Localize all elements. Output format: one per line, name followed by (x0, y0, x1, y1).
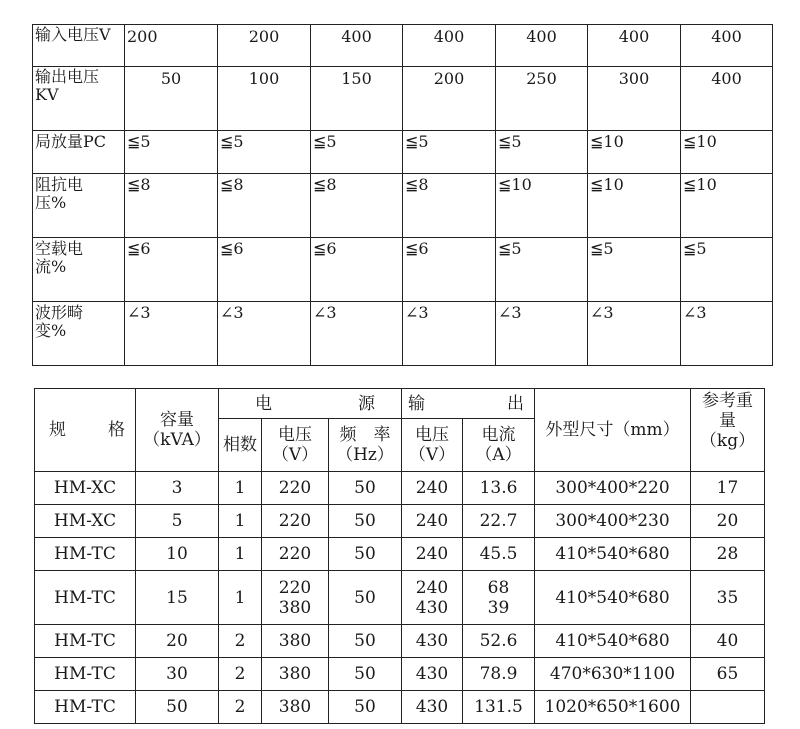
table-row (35, 625, 765, 658)
table-cell: ∠3 (496, 302, 588, 366)
phases-cell: 2 (219, 658, 262, 691)
frequency-cell: 50 (329, 658, 402, 691)
table-cell: 400 (681, 67, 773, 131)
header-power-source: 电 源 (219, 389, 402, 419)
table-cell: 400 (588, 25, 681, 67)
dimensions-cell: 300*400*220 (535, 472, 691, 505)
table-cell: ≦5 (403, 131, 496, 174)
table-cell: ∠3 (681, 302, 773, 366)
weight-cell: 35 (691, 571, 765, 625)
header-output: 输 出 (402, 389, 535, 419)
model-spec-table (34, 388, 765, 724)
output-current-cell: 22.7 (463, 505, 535, 538)
output-voltage-cell: 240 (402, 472, 463, 505)
row-label: 波形畸 变% (33, 302, 125, 366)
weight-cell (691, 691, 765, 724)
voltage-cell: 220 (262, 472, 329, 505)
table-cell: 150 (311, 67, 403, 131)
voltage-cell: 220 (262, 538, 329, 571)
table-row (35, 472, 765, 505)
voltage-cell: 380 (262, 691, 329, 724)
table-cell: 250 (496, 67, 588, 131)
table-cell: 400 (311, 25, 403, 67)
output-voltage-cell: 430 (402, 691, 463, 724)
header-output-voltage: 电压 （V） (402, 419, 463, 472)
output-voltage-cell: 430 (402, 625, 463, 658)
dimensions-cell: 410*540*680 (535, 625, 691, 658)
model-cell: HM-TC (35, 658, 136, 691)
voltage-cell: 220 380 (262, 571, 329, 625)
output-voltage-cell: 240 (402, 538, 463, 571)
table-cell: ≦6 (125, 238, 218, 302)
row-partial-discharge (33, 131, 773, 174)
phases-cell: 1 (219, 538, 262, 571)
dimensions-cell: 410*540*680 (535, 538, 691, 571)
dimensions-cell: 410*540*680 (535, 571, 691, 625)
row-no-load-current (33, 238, 773, 302)
table-row (35, 505, 765, 538)
table-cell: ≦6 (218, 238, 311, 302)
voltage-cell: 380 (262, 658, 329, 691)
table-cell: ∠3 (311, 302, 403, 366)
table-cell: ≦5 (496, 131, 588, 174)
header-capacity: 容量 （kVA） (136, 389, 219, 472)
row-input-voltage (33, 25, 773, 67)
table-cell: ≦10 (588, 174, 681, 238)
phases-cell: 1 (219, 571, 262, 625)
frequency-cell: 50 (329, 505, 402, 538)
table-cell: 400 (496, 25, 588, 67)
capacity-cell: 15 (136, 571, 219, 625)
table-cell: ≦5 (218, 131, 311, 174)
output-current-cell: 68 39 (463, 571, 535, 625)
phases-cell: 2 (219, 691, 262, 724)
weight-cell: 28 (691, 538, 765, 571)
output-current-cell: 45.5 (463, 538, 535, 571)
frequency-cell: 50 (329, 538, 402, 571)
table-cell: ≦8 (403, 174, 496, 238)
header-phases: 相数 (219, 419, 262, 472)
capacity-cell: 20 (136, 625, 219, 658)
table-cell: 200 (403, 67, 496, 131)
table-cell: ≦8 (311, 174, 403, 238)
capacity-cell: 30 (136, 658, 219, 691)
table-cell: ≦5 (496, 238, 588, 302)
table-cell: 50 (125, 67, 218, 131)
voltage-spec-table (32, 24, 773, 366)
table-cell: ∠3 (218, 302, 311, 366)
output-current-cell: 131.5 (463, 691, 535, 724)
dimensions-cell: 1020*650*1600 (535, 691, 691, 724)
table-cell: ∠3 (125, 302, 218, 366)
table-cell: ≦5 (681, 238, 773, 302)
output-voltage-cell: 240 (402, 505, 463, 538)
frequency-cell: 50 (329, 571, 402, 625)
table-row (35, 658, 765, 691)
table-row (35, 571, 765, 625)
table-cell: ≦10 (588, 131, 681, 174)
table-cell: ≦6 (403, 238, 496, 302)
phases-cell: 1 (219, 472, 262, 505)
table-cell: ≦5 (311, 131, 403, 174)
table-cell: ≦10 (681, 131, 773, 174)
weight-cell: 20 (691, 505, 765, 538)
voltage-cell: 220 (262, 505, 329, 538)
model-cell: HM-TC (35, 538, 136, 571)
row-impedance-voltage (33, 174, 773, 238)
row-label: 局放量PC (33, 131, 125, 174)
table-cell: ≦8 (125, 174, 218, 238)
header-output-current: 电流 （A） (463, 419, 535, 472)
table-cell: ≦10 (681, 174, 773, 238)
table-row (35, 691, 765, 724)
phases-cell: 1 (219, 505, 262, 538)
frequency-cell: 50 (329, 691, 402, 724)
table-cell: ≦5 (588, 238, 681, 302)
model-cell: HM-TC (35, 691, 136, 724)
table-cell: 200 (125, 25, 218, 67)
row-label: 输入电压V (33, 25, 125, 67)
table-cell: 300 (588, 67, 681, 131)
weight-cell: 17 (691, 472, 765, 505)
capacity-cell: 10 (136, 538, 219, 571)
row-label: 空载电 流% (33, 238, 125, 302)
weight-cell: 65 (691, 658, 765, 691)
output-current-cell: 78.9 (463, 658, 535, 691)
table-cell: 100 (218, 67, 311, 131)
table-cell: ∠3 (403, 302, 496, 366)
row-waveform-distortion (33, 302, 773, 366)
model-cell: HM-XC (35, 505, 136, 538)
row-label: 输出电压 KV (33, 67, 125, 131)
capacity-cell: 5 (136, 505, 219, 538)
model-cell: HM-TC (35, 625, 136, 658)
header-spec: 规 格 (35, 389, 136, 472)
voltage-cell: 380 (262, 625, 329, 658)
capacity-cell: 3 (136, 472, 219, 505)
table-cell: 400 (403, 25, 496, 67)
model-cell: HM-XC (35, 472, 136, 505)
header-frequency: 频 率 （Hz） (329, 419, 402, 472)
table-cell: 200 (218, 25, 311, 67)
table-cell: ≦6 (311, 238, 403, 302)
capacity-cell: 50 (136, 691, 219, 724)
header-power-voltage: 电压 （V） (262, 419, 329, 472)
phases-cell: 2 (219, 625, 262, 658)
header-weight: 参考重 量 （kg） (691, 389, 765, 472)
table-cell: 400 (681, 25, 773, 67)
output-voltage-cell: 430 (402, 658, 463, 691)
output-current-cell: 13.6 (463, 472, 535, 505)
table-cell: ≦8 (218, 174, 311, 238)
table-row (35, 538, 765, 571)
output-voltage-cell: 240 430 (402, 571, 463, 625)
dimensions-cell: 470*630*1100 (535, 658, 691, 691)
header-row-1 (35, 389, 765, 419)
header-dimensions: 外型尺寸（mm） (535, 389, 691, 472)
table-cell: ≦5 (125, 131, 218, 174)
table-cell: ≦10 (496, 174, 588, 238)
weight-cell: 40 (691, 625, 765, 658)
output-current-cell: 52.6 (463, 625, 535, 658)
model-cell: HM-TC (35, 571, 136, 625)
dimensions-cell: 300*400*230 (535, 505, 691, 538)
table-cell: ∠3 (588, 302, 681, 366)
frequency-cell: 50 (329, 472, 402, 505)
row-label: 阻抗电 压% (33, 174, 125, 238)
frequency-cell: 50 (329, 625, 402, 658)
row-output-voltage (33, 67, 773, 131)
